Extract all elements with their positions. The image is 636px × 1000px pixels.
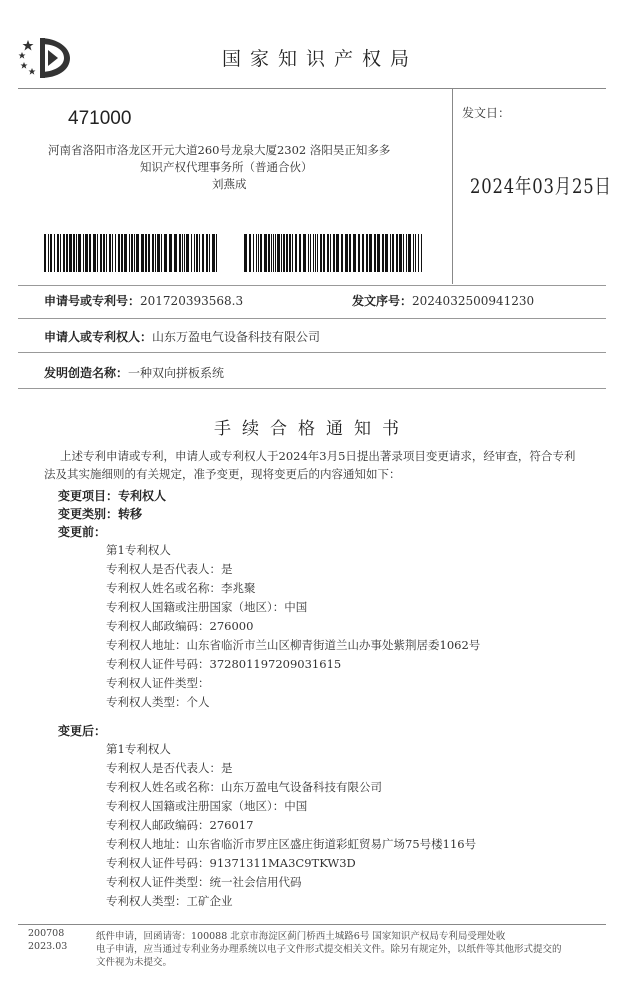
cnipa-logo	[18, 34, 72, 80]
dispatch-date-label: 发文日：	[462, 106, 511, 120]
notice-intro-line1: 上述专利申请或专利，申请人或专利权人于2024年3月5日提出著录项目变更请求，经审查，符合专利	[60, 449, 576, 463]
footer-divider	[18, 924, 606, 925]
footer-note-line3: 文件视为未提交。	[96, 957, 173, 968]
before-item: 专利权人国籍或注册国家（地区）：中国	[106, 600, 308, 614]
footer-note-line1: 纸件申请，回函请寄：100088 北京市海淀区蓟门桥西土城路6号 国家知识产权局专利局受理处收	[96, 931, 506, 942]
after-item: 专利权人国籍或注册国家（地区）：中国	[106, 799, 308, 813]
barcode	[44, 234, 424, 272]
before-item: 专利权人类型：个人	[106, 695, 210, 709]
after-item: 专利权人地址：山东省临沂市罗庄区盛庄街道彩虹贸易广场75号楼116号	[106, 837, 477, 851]
after-item: 专利权人邮政编码：276017	[106, 818, 254, 832]
change-type-value: 转移	[118, 507, 143, 521]
field-divider	[18, 318, 606, 319]
after-item: 专利权人类型：工矿企业	[106, 894, 233, 908]
before-item: 第1专利权人	[106, 543, 171, 557]
change-item-value: 专利权人	[118, 489, 167, 503]
form-version: 2023.03	[28, 941, 68, 952]
applicant-value: 山东万盈电气设备科技有限公司	[152, 330, 321, 344]
recipient-address-line1: 河南省洛阳市洛龙区开元大道260号龙泉大厦2302 洛阳昊正知多多	[48, 143, 391, 157]
change-type	[58, 505, 142, 522]
before-item: 专利权人证件类型：	[106, 676, 210, 690]
before-item: 专利权人姓名或名称：李兆聚	[106, 581, 256, 595]
before-item: 专利权人地址：山东省临沂市兰山区柳青街道兰山办事处紫荆居委1062号	[106, 638, 481, 652]
document-serial-value: 2024032500941230	[412, 294, 535, 308]
field-divider	[18, 285, 606, 286]
recipient-name: 刘燕成	[212, 177, 247, 191]
field-divider	[18, 352, 606, 353]
document-serial-label: 发文序号：	[352, 294, 413, 308]
recipient-postcode: 471000	[68, 108, 132, 129]
application-number-value: 201720393568.3	[140, 294, 244, 308]
after-item: 专利权人证件号码：91371311MA3C9TKW3D	[106, 856, 356, 870]
before-section-title: 变更前：	[58, 525, 107, 539]
after-item: 专利权人是否代表人：是	[106, 761, 233, 775]
application-number	[44, 292, 243, 309]
invention-name	[44, 364, 224, 381]
notice-title: 手续合格通知书	[214, 419, 410, 439]
change-item-label: 变更项目：	[58, 489, 119, 503]
after-section-title: 变更后：	[58, 724, 107, 738]
dispatch-date-value: 2024年03月25日	[470, 174, 612, 198]
change-type-label: 变更类别：	[58, 507, 119, 521]
field-divider	[18, 388, 606, 389]
recipient-address-line2: 知识产权代理事务所（普通合伙）	[140, 160, 313, 174]
after-item: 专利权人姓名或名称：山东万盈电气设备科技有限公司	[106, 780, 382, 794]
footer-note-line2: 电子申请，应当通过专利业务办理系统以电子文件形式提交相关文件。除另有规定外，以纸件等其他形式提交的	[96, 944, 562, 955]
notice-intro-line2: 法及其实施细则的有关规定，准予变更，现将变更后的内容通知如下：	[44, 467, 401, 481]
after-item: 第1专利权人	[106, 742, 171, 756]
before-item: 专利权人邮政编码：276000	[106, 619, 254, 633]
before-item: 专利权人证件号码：372801197209031615	[106, 657, 342, 671]
applicant-label: 申请人或专利权人：	[44, 330, 153, 344]
after-item: 专利权人证件类型：统一社会信用代码	[106, 875, 302, 889]
invention-name-value: 一种双向拼板系统	[128, 366, 225, 380]
application-number-label: 申请号或专利号：	[44, 294, 141, 308]
invention-name-label: 发明创造名称：	[44, 366, 129, 380]
office-name: 国家知识产权局	[222, 48, 419, 70]
document-serial	[352, 292, 534, 309]
before-item: 专利权人是否代表人：是	[106, 562, 233, 576]
form-code: 200708	[28, 928, 65, 939]
change-item	[58, 487, 166, 504]
applicant	[44, 328, 320, 345]
